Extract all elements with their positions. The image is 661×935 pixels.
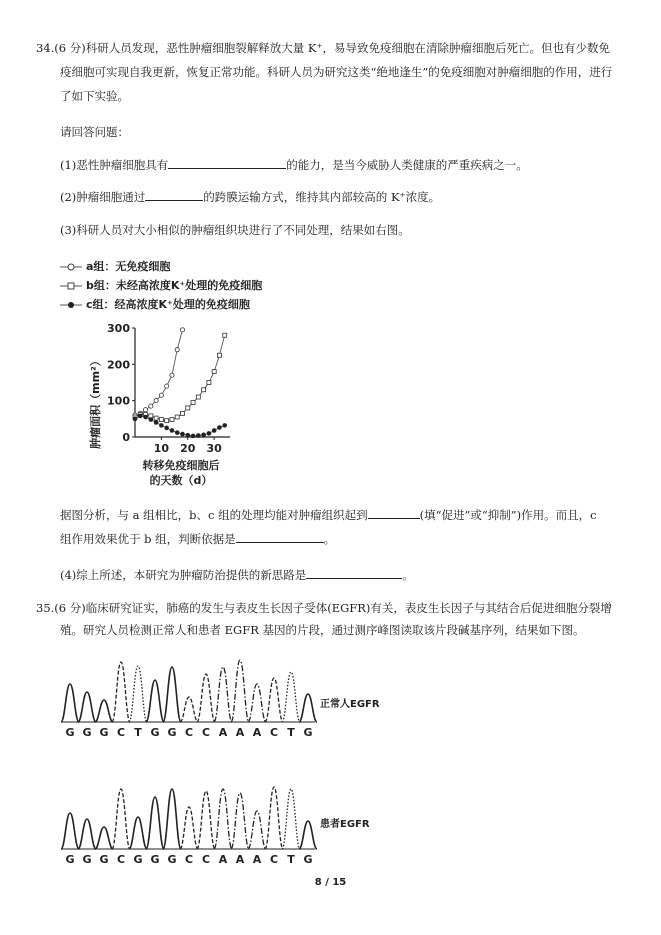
base-letter: A xyxy=(218,853,228,865)
peak-A xyxy=(214,789,232,849)
data-point xyxy=(223,333,227,337)
legend-a-marker-icon xyxy=(60,262,82,272)
answer-blank-4[interactable] xyxy=(236,530,324,543)
data-point xyxy=(154,420,159,425)
answer-blank-3[interactable] xyxy=(368,506,420,519)
peak-A xyxy=(214,667,232,722)
peak-T xyxy=(282,789,300,849)
data-point xyxy=(170,418,174,422)
base-letter: G xyxy=(65,726,75,739)
series-line-a组 xyxy=(135,330,183,415)
analysis-text-c: 组作用效果优于 b 组，判断依据是 xyxy=(60,532,236,546)
q34-part3: (3)科研人员对大小相似的肿瘤组织块进行了不同处理，结果如右图。 xyxy=(60,223,410,237)
data-point xyxy=(154,399,158,403)
peak-C xyxy=(265,787,283,849)
base-letter: G xyxy=(133,853,143,865)
data-point xyxy=(196,433,201,438)
data-point xyxy=(170,373,174,377)
x-tick-label: 20 xyxy=(180,442,196,455)
base-letter: A xyxy=(235,853,245,865)
normal-egfr-peaks xyxy=(61,660,317,722)
y-tick-label: 100 xyxy=(107,394,130,408)
peak-A xyxy=(248,811,266,849)
legend-b xyxy=(60,277,262,293)
data-point xyxy=(191,400,195,404)
legend-c-marker-icon xyxy=(60,300,82,310)
x-tick-label: 10 xyxy=(153,442,170,455)
data-point xyxy=(165,419,169,423)
base-letter: G xyxy=(303,853,313,865)
y-tick-label: 300 xyxy=(107,322,130,335)
data-point xyxy=(159,423,164,428)
peak-G xyxy=(95,700,113,722)
data-point xyxy=(143,408,147,412)
base-letter: G xyxy=(303,726,313,739)
data-point xyxy=(165,384,169,388)
data-point xyxy=(154,416,158,420)
tumor-area-chart xyxy=(85,320,250,490)
legend-b-label: b组：未经高浓度K⁺处理的免疫细胞 xyxy=(86,279,263,292)
q34-line-1: 34.(6 分)科研人员发现，恶性肿瘤细胞裂解释放大量 K⁺，易导致免疫细胞在清除肿瘤细胞后死亡。但也有少数免 xyxy=(36,41,611,55)
answer-blank-1[interactable] xyxy=(168,156,286,169)
peak-C xyxy=(180,807,198,849)
peak-G xyxy=(95,827,113,849)
base-letter: C xyxy=(116,726,126,739)
peak-G xyxy=(163,667,181,722)
base-letter: C xyxy=(269,726,279,739)
peak-C xyxy=(112,662,130,722)
base-letter: G xyxy=(150,726,160,739)
answer-blank-2[interactable] xyxy=(145,188,203,201)
chart-xlabel-line2: 的天数（d） xyxy=(149,474,213,487)
base-letter: A xyxy=(218,726,228,739)
base-letter: T xyxy=(287,853,295,865)
peak-A xyxy=(231,793,249,849)
base-letter: T xyxy=(287,726,295,739)
peak-C xyxy=(197,674,215,722)
normal-egfr-label: 正常人EGFR xyxy=(320,699,380,710)
data-point xyxy=(217,353,221,357)
peak-T xyxy=(282,672,300,722)
data-point xyxy=(201,433,206,438)
peak-G xyxy=(61,684,79,722)
base-letter: C xyxy=(184,726,194,739)
data-point xyxy=(138,414,143,419)
q34-part2 xyxy=(60,188,440,205)
peak-G xyxy=(129,817,147,849)
x-tick-label: 30 xyxy=(206,442,222,455)
base-letter: G xyxy=(82,726,92,739)
y-tick-label: 200 xyxy=(107,358,130,372)
data-point xyxy=(180,432,185,437)
base-letter: C xyxy=(201,853,211,865)
data-point xyxy=(175,415,179,419)
base-letter: G xyxy=(167,726,177,739)
legend-a xyxy=(60,258,170,274)
base-letter: G xyxy=(150,853,160,865)
base-letter: G xyxy=(82,853,92,865)
legend-c-label: c组：经高浓度K⁺处理的免疫细胞 xyxy=(86,298,250,311)
peak-C xyxy=(180,697,198,722)
q34-line-2: 疫细胞可实现自我更新，恢复正常功能。科研人员为研究这类“绝地逢生”的免疫细胞对肿瘤细胞的作用，进行 xyxy=(60,65,613,79)
sequencing-chromatogram xyxy=(50,645,440,865)
answer-blank-5[interactable] xyxy=(306,566,402,579)
data-point xyxy=(175,348,179,352)
data-point xyxy=(164,426,169,431)
q34-part4-text-b: 。 xyxy=(402,568,414,582)
data-point xyxy=(143,415,148,420)
peak-T xyxy=(129,666,147,722)
data-point xyxy=(149,417,154,422)
peak-G xyxy=(61,813,79,849)
analysis-text-a: 据图分析，与 a 组相比，b、c 组的处理均能对肿瘤组织起到 xyxy=(60,508,368,522)
base-letter: C xyxy=(116,853,126,865)
q34-analysis-2 xyxy=(60,530,335,547)
data-point xyxy=(191,434,196,439)
data-point xyxy=(181,411,185,415)
data-point xyxy=(170,428,175,433)
q34-part2-text-a: (2)肿瘤细胞通过 xyxy=(60,190,146,204)
base-letter: A xyxy=(235,726,245,739)
data-point xyxy=(212,370,216,374)
chart-xlabel-line1: 转移免疫细胞后 xyxy=(142,459,220,472)
peak-G xyxy=(78,692,96,722)
data-point xyxy=(212,428,217,433)
page-number: 8 / 15 xyxy=(314,877,347,888)
data-point xyxy=(159,418,163,422)
q34-part1-text-a: (1)恶性肿瘤细胞具有 xyxy=(60,158,169,172)
data-point xyxy=(149,404,153,408)
base-letter: C xyxy=(184,853,194,865)
q34-prompt: 请回答问题： xyxy=(60,125,129,139)
q34-part2-text-b: 的跨膜运输方式，维持其内部较高的 K⁺浓度。 xyxy=(203,190,441,204)
q35-line-1: 35.(6 分)临床研究证实，肺癌的发生与表皮生长因子受体(EGFR)有关，表皮生长因子与其结合后促进细胞分裂增 xyxy=(36,601,612,615)
peak-G xyxy=(299,821,317,849)
base-letter: C xyxy=(201,726,211,739)
data-point xyxy=(202,388,206,392)
base-letter: A xyxy=(252,853,262,865)
data-point xyxy=(222,423,227,428)
base-letter: C xyxy=(269,853,279,865)
patient-egfr-peaks xyxy=(61,787,317,849)
peak-C xyxy=(112,789,130,849)
patient-egfr-label: 患者EGFR xyxy=(320,819,370,830)
analysis-text-d: 。 xyxy=(323,532,336,546)
q34-part1 xyxy=(60,156,528,173)
legend-c xyxy=(60,296,250,312)
base-letter: A xyxy=(252,726,262,739)
peak-G xyxy=(163,789,181,849)
peak-A xyxy=(231,660,249,722)
analysis-text-b: (填“促进”或“抑制”)作用。而且，c xyxy=(419,508,597,522)
y-tick-label: 0 xyxy=(122,431,130,444)
series-line-c组 xyxy=(135,416,225,436)
data-point xyxy=(196,395,200,399)
base-letter: G xyxy=(99,726,109,739)
chart-ylabel: 肿瘤面积（mm²） xyxy=(89,355,102,449)
legend-a-label: a组：无免疫细胞 xyxy=(86,260,171,273)
q34-part4-text-a: (4)综上所述，本研究为肿瘤防治提供的新思路是 xyxy=(60,568,307,582)
peak-G xyxy=(299,694,317,722)
base-letter: G xyxy=(99,853,109,865)
peak-G xyxy=(146,797,164,849)
peak-C xyxy=(265,678,283,722)
data-point xyxy=(207,381,211,385)
peak-G xyxy=(78,819,96,849)
data-point xyxy=(159,393,163,397)
q34-line-3: 了如下实验。 xyxy=(60,89,129,103)
data-point xyxy=(186,406,190,410)
data-point xyxy=(185,433,190,438)
q34-part4 xyxy=(60,566,414,583)
data-point xyxy=(180,328,184,332)
data-point xyxy=(217,425,222,430)
base-letter: G xyxy=(65,853,75,865)
data-point xyxy=(207,431,212,436)
peak-G xyxy=(146,680,164,722)
peak-A xyxy=(248,684,266,722)
q34-part1-text-b: 的能力，是当今威胁人类健康的严重疾病之一。 xyxy=(286,158,528,172)
base-letter: T xyxy=(134,726,142,739)
peak-C xyxy=(197,791,215,849)
base-letter: G xyxy=(167,853,177,865)
q34-analysis-1 xyxy=(60,506,597,523)
data-point xyxy=(133,417,138,422)
q35-line-2: 殖。研究人员检测正常人和患者 EGFR 基因的片段，通过测序峰图读取该片段碱基序列，结果如下图。 xyxy=(60,623,585,637)
legend-b-marker-icon xyxy=(60,281,82,291)
data-point xyxy=(175,430,180,435)
